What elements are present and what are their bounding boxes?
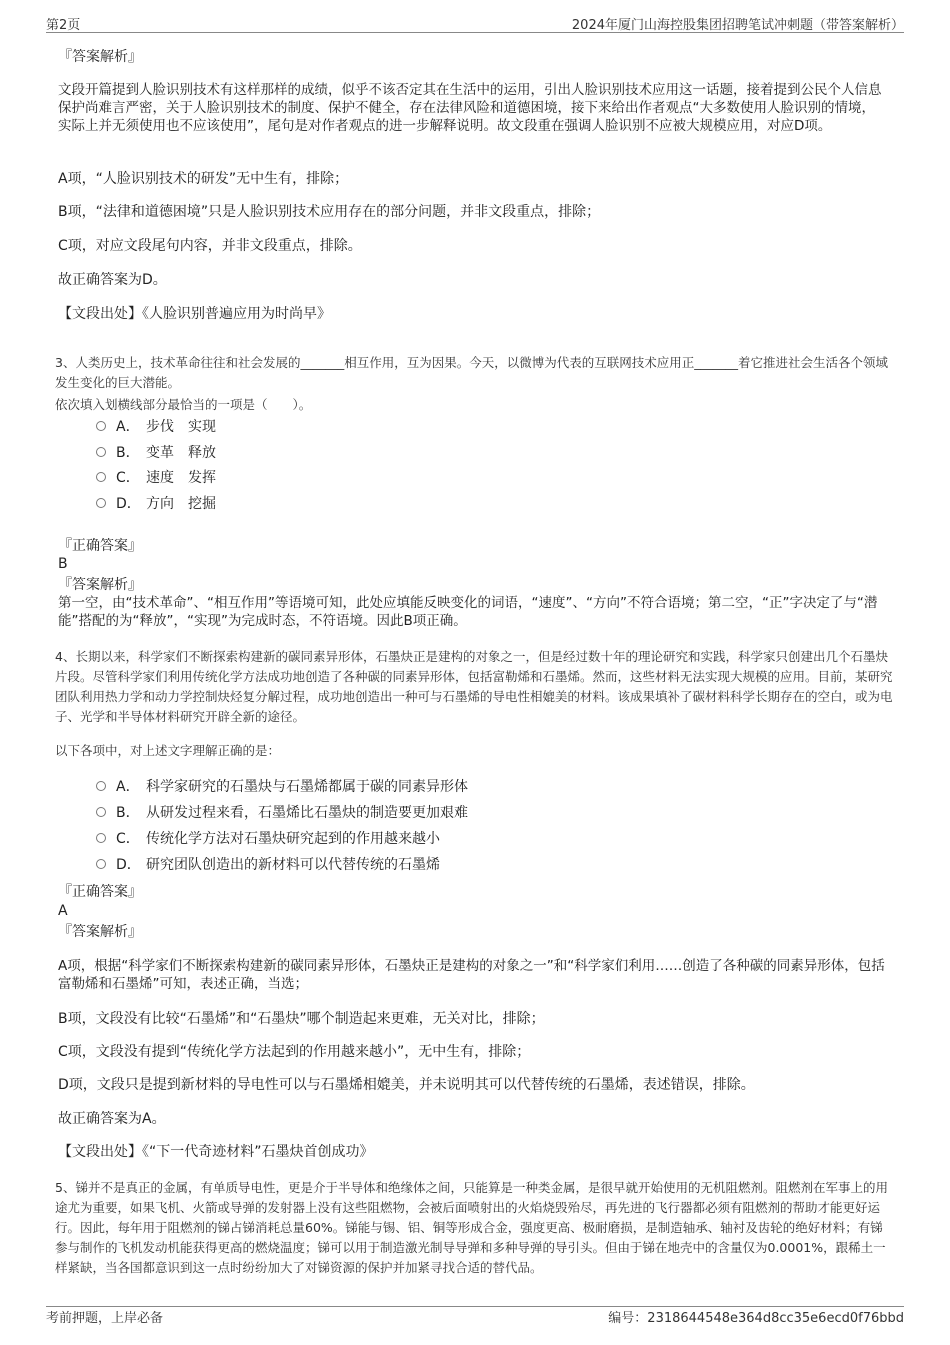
- q3-option-b[interactable]: [96, 443, 216, 463]
- q4-option-b-analysis: B项，文段没有比较“石墨烯”和“石墨炔”哪个制造起来更难，无关对比，排除；: [58, 1011, 545, 1027]
- q4-option-c-analysis: C项，文段没有提到“传统化学方法起到的作用越来越小”，无中生有，排除；: [58, 1044, 531, 1060]
- radio-icon[interactable]: [96, 447, 106, 457]
- q4-option-a[interactable]: [96, 777, 468, 797]
- option-letter: D．: [116, 496, 141, 512]
- q3-option-a[interactable]: [96, 417, 216, 437]
- q4-option-c[interactable]: [96, 829, 440, 849]
- q3-correct-heading: 『正确答案』: [58, 538, 142, 554]
- option-letter: B．: [116, 445, 140, 461]
- document-title: 2024年厦门山海控股集团招聘笔试冲刺题（带答案解析）: [571, 18, 904, 33]
- q4-prompt: 以下各项中，对上述文字理解正确的是：: [55, 743, 281, 758]
- q4-conclusion: 故正确答案为A。: [58, 1111, 166, 1127]
- radio-icon[interactable]: [96, 421, 106, 431]
- option-letter: C．: [116, 831, 140, 847]
- radio-icon[interactable]: [96, 781, 106, 791]
- q2-analysis-text: [58, 81, 888, 135]
- q2-option-b-analysis: B项，“法律和道德困境”只是人脸识别技术应用存在的部分问题，并非文段重点，排除；: [58, 204, 601, 220]
- option-letter: A．: [116, 419, 140, 435]
- option-text: 科学家研究的石墨炔与石墨烯都属于碳的同素异形体: [146, 779, 468, 795]
- q3-correct-answer: B: [58, 556, 68, 572]
- radio-icon[interactable]: [96, 472, 106, 482]
- q2-option-a-analysis: A项，“人脸识别技术的研发”无中生有，排除；: [58, 171, 349, 187]
- q2-source: 【文段出处】《人脸识别普遍应用为时尚早》: [58, 306, 331, 322]
- q3-option-d[interactable]: [96, 494, 216, 514]
- option-letter: B．: [116, 805, 140, 821]
- q4-analysis-heading: 『答案解析』: [58, 924, 142, 940]
- q3-analysis-heading: 『答案解析』: [58, 577, 142, 593]
- q3-option-c[interactable]: [96, 468, 216, 488]
- option-letter: D．: [116, 857, 141, 873]
- option-text: 传统化学方法对石墨炔研究起到的作用越来越小: [146, 831, 440, 847]
- radio-icon[interactable]: [96, 833, 106, 843]
- q4-option-a-analysis-block: [58, 957, 888, 993]
- option-text: 研究团队创造出的新材料可以代替传统的石墨烯: [146, 857, 440, 873]
- option-text: 变革 释放: [146, 445, 216, 461]
- q4-option-d-analysis: D项，文段只是提到新材料的导电性可以与石墨烯相媲美，并未说明其可以代替传统的石墨烯，表述错误，排除。: [58, 1077, 755, 1093]
- q4-source: 【文段出处】《“下一代奇迹材料”石墨炔首创成功》: [58, 1144, 374, 1160]
- q2-conclusion: 故正确答案为D。: [58, 272, 167, 288]
- page-header: [46, 14, 904, 32]
- page-footer: [46, 1307, 904, 1327]
- q3-analysis: [58, 594, 888, 630]
- q4-stem: 4、长期以来，科学家们不断探索构建新的碳同素异形体，石墨炔正是建构的对象之一，但是经过数十年的理论研究和实践，科学家只创建出几个石墨炔片段。尽管科学家们利用传统化学方法成功地创造了各种碳的同素异形体，包括富勒烯和石墨烯。然而，这些材料无法实现大规模的应用。目前，某研究团队利用热力学和动力学控制炔烃复分解过程，成功地创造出一种可与石墨烯的导电性相媲美的材料。该成果填补了碳材料科学长期存在的空白，或为电子、光学和半导体材料研究开辟全新的途径。: [55, 649, 893, 724]
- option-text: 方向 挖掘: [146, 496, 216, 512]
- radio-icon[interactable]: [96, 859, 106, 869]
- footer-slogan: 考前押题，上岸必备: [46, 1311, 164, 1326]
- q2-option-c-analysis: C项，对应文段尾句内容，并非文段重点，排除。: [58, 238, 362, 254]
- q5-stem: 5、锑并不是真正的金属，有单质导电性，更是介于半导体和绝缘体之间，只能算是一种类金属，是很早就开始使用的无机阻燃剂。阻燃剂在军事上的用途尤为重要，如果飞机、火箭或导弹的发射器上没有这些阻燃物，会被后面喷射出的火焰烧毁殆尽，再先进的飞行器都必须有阻燃剂的帮助才能更好运行。因此，每年用于阻燃剂的锑占锑消耗总量60%。锑能与锡、铝、铜等形成合金，强度更高、极耐磨损，是制造轴承、轴衬及齿轮的绝好材料；有锑参与制作的飞机发动机能获得更高的燃烧温度；锑可以用于制造激光制导导弹和多种导弹的导引头。但由于锑在地壳中的含量仅为0.0001%，跟稀土一样紧缺，当各国都意识到这一点时纷纷加大了对锑资源的保护并加紧寻找合适的替代品。: [55, 1180, 888, 1275]
- radio-icon[interactable]: [96, 498, 106, 508]
- q4-correct-heading: 『正确答案』: [58, 884, 142, 900]
- q2-analysis-paragraph: 文段开篇提到人脸识别技术有这样那样的成绩，似乎不该否定其在生活中的运用，引出人脸识别技术应用这一话题，接着提到公民个人信息保护尚难言严密，关于人脸识别技术的制度、保护不健全，存在法律风险和道德困境，接下来给出作者观点“大多数使用人脸识别的情境，实际上并无须使用也不应该使用”，尾句是对作者观点的进一步解释说明。故文段重在强调人脸识别不应被大规模应用，对应D项。: [58, 82, 882, 134]
- option-letter: C．: [116, 470, 140, 486]
- q4-option-b[interactable]: [96, 803, 468, 823]
- q4-correct-answer: A: [58, 903, 68, 919]
- q3-analysis-paragraph: 第一空，由“技术革命”、“相互作用”等语境可知，此处应填能反映变化的词语，“速度”、“方向”不符合语境；第二空，“正”字决定了与“潜能”搭配的为“释放”，“实现”为完成时态，不符语境。因此B项正确。: [58, 595, 878, 629]
- document-id: 编号：2318644548e364d8cc35e6ecd0f76bbd: [608, 1311, 904, 1326]
- option-text: 从研发过程来看，石墨烯比石墨炔的制造要更加艰难: [146, 805, 468, 821]
- option-letter: A．: [116, 779, 140, 795]
- q3-stem: 3、人类历史上，技术革命往往和社会发展的_______相互作用，互为因果。今天，以微博为代表的互联网技术应用正_______着它推进社会生活各个领域发生变化的巨大潜能。: [55, 355, 888, 390]
- q2-analysis-heading: 『答案解析』: [58, 49, 142, 65]
- radio-icon[interactable]: [96, 807, 106, 817]
- q4-option-a-analysis: A项，根据“科学家们不断探索构建新的碳同素异形体，石墨炔正是建构的对象之一”和“科学家们利用……创造了各种碳的同素异形体，包括富勒烯和石墨烯”可知，表述正确，当选；: [58, 958, 885, 992]
- q4-option-d[interactable]: [96, 855, 440, 875]
- option-text: 步伐 实现: [146, 419, 216, 435]
- option-text: 速度 发挥: [146, 470, 216, 486]
- header-divider: [46, 32, 904, 33]
- page-number: 第2页: [46, 18, 81, 33]
- q3-prompt: 依次填入划横线部分最恰当的一项是（ ）。: [55, 397, 312, 412]
